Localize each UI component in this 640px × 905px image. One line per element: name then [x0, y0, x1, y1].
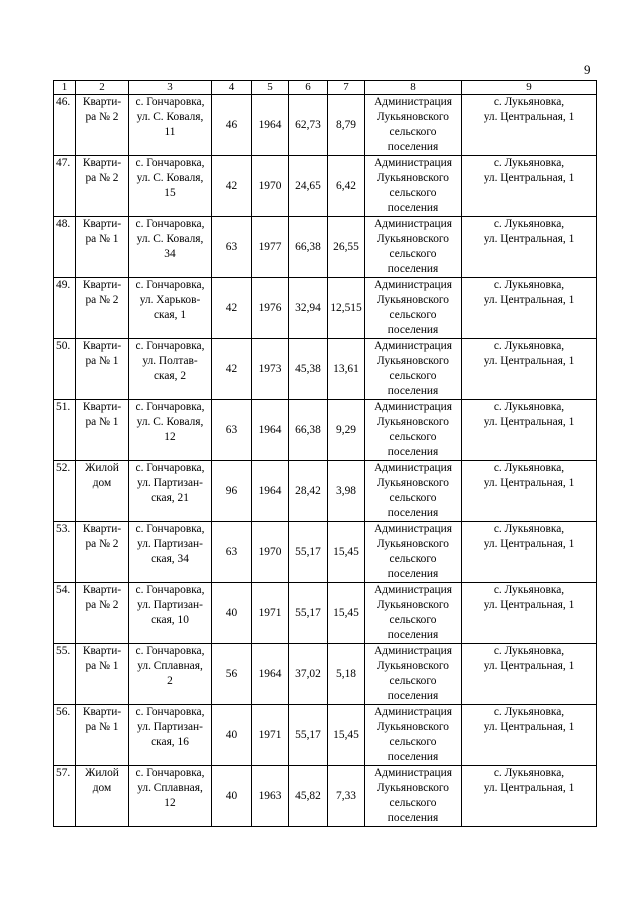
year-cell: 1964 [252, 461, 289, 522]
row-number-cell: 50. [54, 339, 76, 400]
object-type-cell: Кварти- ра № 1 [76, 644, 129, 705]
row-number-cell: 48. [54, 217, 76, 278]
year-cell: 1963 [252, 766, 289, 827]
residual-value-cell: 26,55 [328, 217, 365, 278]
holder-address-cell: с. Лукьяновка, ул. Центральная, 1 [462, 95, 597, 156]
value-cell: 37,02 [289, 644, 328, 705]
column-header: 9 [462, 81, 597, 95]
year-cell: 1973 [252, 339, 289, 400]
row-number-cell: 46. [54, 95, 76, 156]
address-cell: с. Гончаровка, ул. С. Коваля, 12 [129, 400, 212, 461]
holder-cell: Администрация Лукьяновского сельского поселения [365, 400, 462, 461]
year-cell: 1964 [252, 95, 289, 156]
row-number-cell: 47. [54, 156, 76, 217]
year-cell: 1977 [252, 217, 289, 278]
table-row [54, 400, 597, 461]
column-header: 5 [252, 81, 289, 95]
column-header: 4 [212, 81, 252, 95]
value-cell: 55,17 [289, 583, 328, 644]
address-cell: с. Гончаровка, ул. Партизан- ская, 16 [129, 705, 212, 766]
holder-cell: Администрация Лукьяновского сельского поселения [365, 339, 462, 400]
residual-value-cell: 6,42 [328, 156, 365, 217]
residual-value-cell: 15,45 [328, 583, 365, 644]
holder-cell: Администрация Лукьяновского сельского поселения [365, 705, 462, 766]
area-cell: 42 [212, 156, 252, 217]
year-cell: 1971 [252, 583, 289, 644]
holder-cell: Администрация Лукьяновского сельского поселения [365, 278, 462, 339]
area-cell: 63 [212, 522, 252, 583]
object-type-cell: Кварти- ра № 1 [76, 705, 129, 766]
residual-value-cell: 5,18 [328, 644, 365, 705]
table-row [54, 583, 597, 644]
residual-value-cell: 13,61 [328, 339, 365, 400]
table-row [54, 644, 597, 705]
residual-value-cell: 3,98 [328, 461, 365, 522]
address-cell: с. Гончаровка, ул. Сплавная, 2 [129, 644, 212, 705]
holder-address-cell: с. Лукьяновка, ул. Центральная, 1 [462, 278, 597, 339]
area-cell: 56 [212, 644, 252, 705]
area-cell: 40 [212, 766, 252, 827]
holder-address-cell: с. Лукьяновка, ул. Центральная, 1 [462, 522, 597, 583]
holder-cell: Администрация Лукьяновского сельского поселения [365, 217, 462, 278]
column-header: 6 [289, 81, 328, 95]
table-row [54, 95, 597, 156]
column-header: 3 [129, 81, 212, 95]
address-cell: с. Гончаровка, ул. Партизан- ская, 21 [129, 461, 212, 522]
value-cell: 45,38 [289, 339, 328, 400]
holder-address-cell: с. Лукьяновка, ул. Центральная, 1 [462, 644, 597, 705]
holder-cell: Администрация Лукьяновского сельского поселения [365, 95, 462, 156]
row-number-cell: 55. [54, 644, 76, 705]
year-cell: 1964 [252, 400, 289, 461]
value-cell: 66,38 [289, 400, 328, 461]
object-type-cell: Кварти- ра № 2 [76, 95, 129, 156]
area-cell: 40 [212, 705, 252, 766]
table-header-row [54, 81, 597, 95]
table-row [54, 522, 597, 583]
address-cell: с. Гончаровка, ул. Сплавная, 12 [129, 766, 212, 827]
area-cell: 63 [212, 400, 252, 461]
area-cell: 63 [212, 217, 252, 278]
holder-address-cell: с. Лукьяновка, ул. Центральная, 1 [462, 217, 597, 278]
property-registry-table [53, 80, 597, 827]
area-cell: 42 [212, 278, 252, 339]
holder-address-cell: с. Лукьяновка, ул. Центральная, 1 [462, 461, 597, 522]
year-cell: 1971 [252, 705, 289, 766]
object-type-cell: Жилой дом [76, 461, 129, 522]
holder-address-cell: с. Лукьяновка, ул. Центральная, 1 [462, 766, 597, 827]
value-cell: 24,65 [289, 156, 328, 217]
area-cell: 96 [212, 461, 252, 522]
value-cell: 55,17 [289, 705, 328, 766]
residual-value-cell: 15,45 [328, 705, 365, 766]
column-header: 8 [365, 81, 462, 95]
holder-cell: Администрация Лукьяновского сельского поселения [365, 461, 462, 522]
year-cell: 1970 [252, 156, 289, 217]
table-row [54, 339, 597, 400]
row-number-cell: 52. [54, 461, 76, 522]
holder-cell: Администрация Лукьяновского сельского поселения [365, 766, 462, 827]
address-cell: с. Гончаровка, ул. Полтав- ская, 2 [129, 339, 212, 400]
year-cell: 1964 [252, 644, 289, 705]
table-row [54, 705, 597, 766]
table-row [54, 156, 597, 217]
page-number: 9 [584, 62, 591, 77]
column-header: 7 [328, 81, 365, 95]
area-cell: 46 [212, 95, 252, 156]
year-cell: 1976 [252, 278, 289, 339]
area-cell: 42 [212, 339, 252, 400]
object-type-cell: Кварти- ра № 2 [76, 156, 129, 217]
row-number-cell: 54. [54, 583, 76, 644]
column-header: 1 [54, 81, 76, 95]
row-number-cell: 56. [54, 705, 76, 766]
year-cell: 1970 [252, 522, 289, 583]
area-cell: 40 [212, 583, 252, 644]
object-type-cell: Кварти- ра № 1 [76, 400, 129, 461]
column-header: 2 [76, 81, 129, 95]
holder-address-cell: с. Лукьяновка, ул. Центральная, 1 [462, 339, 597, 400]
object-type-cell: Кварти- ра № 2 [76, 278, 129, 339]
row-number-cell: 57. [54, 766, 76, 827]
object-type-cell: Кварти- ра № 2 [76, 522, 129, 583]
residual-value-cell: 15,45 [328, 522, 365, 583]
holder-cell: Администрация Лукьяновского сельского поселения [365, 522, 462, 583]
holder-address-cell: с. Лукьяновка, ул. Центральная, 1 [462, 583, 597, 644]
object-type-cell: Кварти- ра № 1 [76, 217, 129, 278]
holder-cell: Администрация Лукьяновского сельского поселения [365, 156, 462, 217]
holder-cell: Администрация Лукьяновского сельского поселения [365, 583, 462, 644]
table-row [54, 278, 597, 339]
table-row [54, 217, 597, 278]
object-type-cell: Кварти- ра № 2 [76, 583, 129, 644]
row-number-cell: 51. [54, 400, 76, 461]
object-type-cell: Кварти- ра № 1 [76, 339, 129, 400]
table-body [54, 81, 597, 827]
value-cell: 62,73 [289, 95, 328, 156]
value-cell: 28,42 [289, 461, 328, 522]
value-cell: 55,17 [289, 522, 328, 583]
residual-value-cell: 9,29 [328, 400, 365, 461]
value-cell: 32,94 [289, 278, 328, 339]
address-cell: с. Гончаровка, ул. С. Коваля, 15 [129, 156, 212, 217]
holder-cell: Администрация Лукьяновского сельского поселения [365, 644, 462, 705]
address-cell: с. Гончаровка, ул. Партизан- ская, 10 [129, 583, 212, 644]
table-row [54, 461, 597, 522]
residual-value-cell: 7,33 [328, 766, 365, 827]
holder-address-cell: с. Лукьяновка, ул. Центральная, 1 [462, 705, 597, 766]
value-cell: 66,38 [289, 217, 328, 278]
residual-value-cell: 12,515 [328, 278, 365, 339]
value-cell: 45,82 [289, 766, 328, 827]
row-number-cell: 49. [54, 278, 76, 339]
holder-address-cell: с. Лукьяновка, ул. Центральная, 1 [462, 156, 597, 217]
address-cell: с. Гончаровка, ул. С. Коваля, 11 [129, 95, 212, 156]
address-cell: с. Гончаровка, ул. Партизан- ская, 34 [129, 522, 212, 583]
residual-value-cell: 8,79 [328, 95, 365, 156]
row-number-cell: 53. [54, 522, 76, 583]
holder-address-cell: с. Лукьяновка, ул. Центральная, 1 [462, 400, 597, 461]
address-cell: с. Гончаровка, ул. Харьков- ская, 1 [129, 278, 212, 339]
address-cell: с. Гончаровка, ул. С. Коваля, 34 [129, 217, 212, 278]
table-row [54, 766, 597, 827]
object-type-cell: Жилой дом [76, 766, 129, 827]
